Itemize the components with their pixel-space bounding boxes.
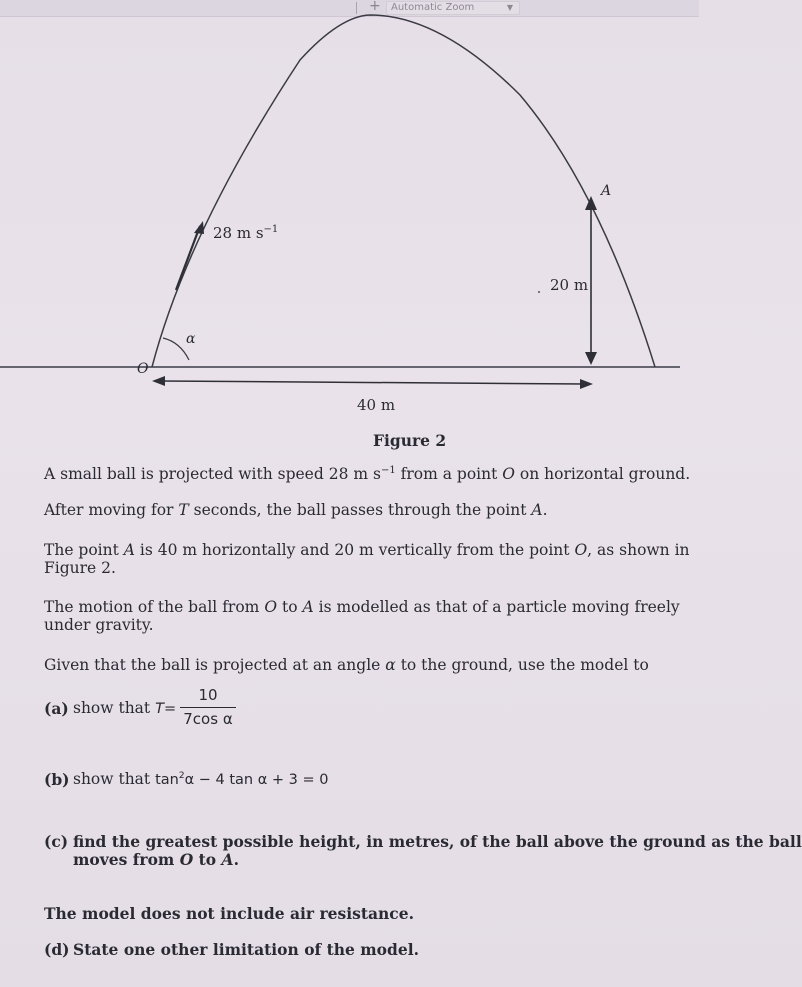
figure-caption: Figure 2 — [373, 431, 447, 450]
figure-2-diagram — [0, 0, 699, 430]
question-c-label: (c) — [44, 832, 69, 851]
distance-arrowhead-left — [152, 376, 165, 386]
speed-label-exponent: −1 — [263, 224, 279, 235]
question-c-text-to: to — [198, 850, 217, 869]
p4-text-b: is modelled as that of a particle moving freely — [318, 598, 680, 616]
p2-var-t: T — [178, 501, 189, 519]
question-b-equation: α − 4 tan α + 3 = 0 — [184, 772, 329, 788]
p1-point-o: O — [502, 465, 515, 483]
p1-text-a: A small ball is projected with speed 28 m s — [44, 465, 381, 483]
question-a-equals: = — [163, 701, 177, 717]
p4-point-o: O — [264, 598, 278, 616]
height-label: 20 m — [550, 276, 589, 294]
distance-arrow — [160, 381, 585, 384]
question-a-fraction — [178, 686, 238, 734]
p4-text-a: The motion of the ball from — [44, 598, 260, 616]
question-d-label: (d) — [44, 940, 70, 959]
velocity-arrow — [176, 226, 200, 290]
paragraph-4-line-1 — [44, 598, 680, 617]
p2-point-a: A — [531, 501, 543, 519]
question-c-point-a: A — [221, 850, 234, 869]
fraction-bar — [180, 707, 236, 708]
question-b-tan: tan — [155, 772, 179, 788]
question-a-label: (a) — [44, 699, 69, 718]
fraction-numerator: 10 — [198, 686, 218, 704]
zoom-in-icon[interactable]: + — [369, 0, 381, 14]
p3-point-a: A — [123, 541, 135, 559]
p4-point-a: A — [302, 598, 314, 616]
question-c-text-a: moves from — [73, 850, 175, 869]
question-c-point-o: O — [179, 850, 194, 869]
p1-text-b: from a point — [400, 465, 498, 483]
model-note: The model does not include air resistance. — [44, 904, 414, 923]
origin-label: O — [137, 361, 149, 377]
paragraph-4-line-2: under gravity. — [44, 616, 154, 634]
fraction-denominator: 7cos α — [183, 710, 233, 728]
p2-text-a: After moving for — [44, 501, 174, 519]
angle-label: α — [186, 331, 196, 347]
mark-dot — [538, 291, 540, 293]
trajectory-curve — [152, 15, 655, 367]
speed-label — [213, 224, 278, 243]
question-a-var-t: T — [155, 701, 164, 717]
question-d-text: State one other limitation of the model. — [73, 940, 420, 959]
question-b-prompt: show that — [73, 770, 151, 788]
distance-arrowhead-right — [580, 379, 593, 389]
p5-text-b: to the ground, use the model to — [400, 656, 649, 674]
question-a-text — [73, 699, 176, 719]
p3-text-c: , as shown in — [587, 541, 690, 559]
p4-text-to: to — [281, 598, 298, 616]
paragraph-2 — [44, 501, 548, 520]
paragraph-3-line-2: Figure 2. — [44, 559, 116, 577]
question-b-label: (b) — [44, 770, 70, 789]
p3-text-b: is 40 m horizontally and 20 m vertically from the point — [139, 541, 570, 559]
p5-alpha: α — [385, 656, 396, 674]
p2-text-c: . — [542, 501, 548, 519]
speed-label-text: 28 m s — [213, 224, 264, 242]
point-a-label: A — [601, 183, 612, 199]
p3-text-a: The point — [44, 541, 119, 559]
p5-text-a: Given that the ball is projected at an angle — [44, 656, 381, 674]
p2-text-b: seconds, the ball passes through the point — [193, 501, 527, 519]
p1-text-c: on horizontal ground. — [519, 465, 691, 483]
p1-exponent: −1 — [380, 465, 396, 476]
velocity-arrowhead — [194, 221, 204, 234]
question-b-square: 2 — [178, 771, 185, 781]
p3-point-o: O — [574, 541, 588, 559]
question-c-line-1: find the greatest possible height, in metres, of the ball above the ground as the ball — [73, 832, 802, 851]
question-b-text — [73, 770, 328, 790]
height-arrowhead-bottom — [585, 352, 597, 365]
paragraph-3-line-1 — [44, 541, 690, 560]
zoom-select-label: Automatic Zoom — [391, 2, 475, 13]
question-a-prompt: show that — [73, 699, 151, 717]
paragraph-1 — [44, 465, 690, 484]
paragraph-5 — [44, 656, 649, 675]
question-c-text-end: . — [233, 850, 239, 869]
distance-label: 40 m — [357, 396, 396, 414]
chevron-down-icon: ▼ — [506, 3, 513, 12]
question-c-line-2 — [73, 850, 239, 869]
